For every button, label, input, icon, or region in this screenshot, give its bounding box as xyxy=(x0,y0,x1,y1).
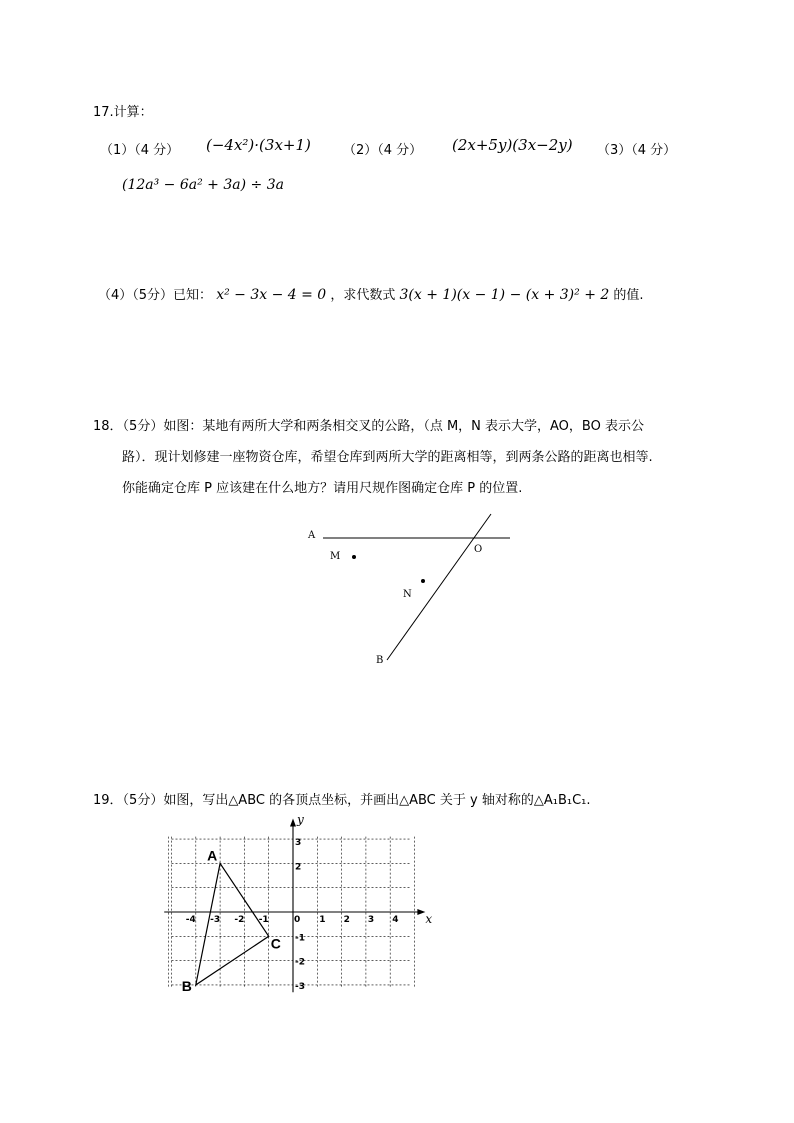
x-axis-label: x xyxy=(425,912,433,926)
label-a: A xyxy=(308,530,316,541)
q17-part4-end: 的值. xyxy=(613,288,644,303)
y-tick-label: -1 xyxy=(295,933,305,944)
x-tick-label: -3 xyxy=(210,915,221,925)
vertex-label-b: B xyxy=(181,977,192,994)
y-tick-label: -2 xyxy=(295,957,305,968)
q17-part4-equation: x² − 3x − 4 = 0 xyxy=(216,287,327,303)
q18-line1: 18．（5分）如图：某地有两所大学和两条相交叉的公路，（点 M，N 表示大学，AO，BO 表示公 xyxy=(93,419,644,434)
label-b: B xyxy=(376,655,384,666)
y-tick-label: 3 xyxy=(295,838,302,849)
x-tick-label: 1 xyxy=(319,915,326,925)
q19-line1: 19．（5分）如图，写出△ABC 的各顶点坐标，并画出△ABC 关于 y 轴对称的△A₁B₁C₁. xyxy=(93,793,591,808)
q17-part1-label: （1）（4 分） xyxy=(100,143,180,158)
q17-part2-label: （2）（4 分） xyxy=(343,143,423,158)
x-tick-label: 4 xyxy=(392,915,399,925)
label-n: N xyxy=(403,589,412,600)
q17-part3-expression: (12a³ − 6a² + 3a) ÷ 3a xyxy=(122,177,284,193)
y-tick-label: -3 xyxy=(295,981,305,992)
q17-part2-expression: (2x+5y)(3x−2y) xyxy=(452,136,573,154)
label-o: O xyxy=(474,544,483,555)
y-axis-label: y xyxy=(297,812,304,827)
y-axis-arrow xyxy=(290,819,296,827)
x-tick-label: 2 xyxy=(343,915,350,925)
q17-part3-label: （3）（4 分） xyxy=(597,143,677,158)
y-tick-label: 2 xyxy=(295,862,302,873)
q18-line3: 你能确定仓库 P 应该建在什么地方？请用尺规作图确定仓库 P 的位置. xyxy=(122,481,523,496)
vertex-label-c: C xyxy=(270,935,281,952)
x-tick-label: -4 xyxy=(185,915,196,925)
x-tick-label: 3 xyxy=(367,915,375,925)
q17-part4-label: （4）（5分）已知： xyxy=(98,288,213,303)
q17-part4-middle: ，求代数式 xyxy=(330,288,396,303)
q17-part1-expression: (−4x²)·(3x+1) xyxy=(206,136,311,154)
label-m: M xyxy=(330,551,341,562)
vertex-label-a: A xyxy=(207,847,218,864)
q17-part4-expression: 3(x + 1)(x − 1) − (x + 3)² + 2 xyxy=(399,287,610,303)
x-tick-label: -1 xyxy=(258,915,269,925)
q17-title: 17.计算： xyxy=(93,105,153,120)
x-tick-label: 0 xyxy=(294,915,301,925)
x-tick-label: -2 xyxy=(234,915,245,925)
x-axis-arrow xyxy=(417,909,425,915)
q18-line2: 路）．现计划修建一座物资仓库，希望仓库到两所大学的距离相等，到两条公路的距离也相等. xyxy=(122,450,653,465)
